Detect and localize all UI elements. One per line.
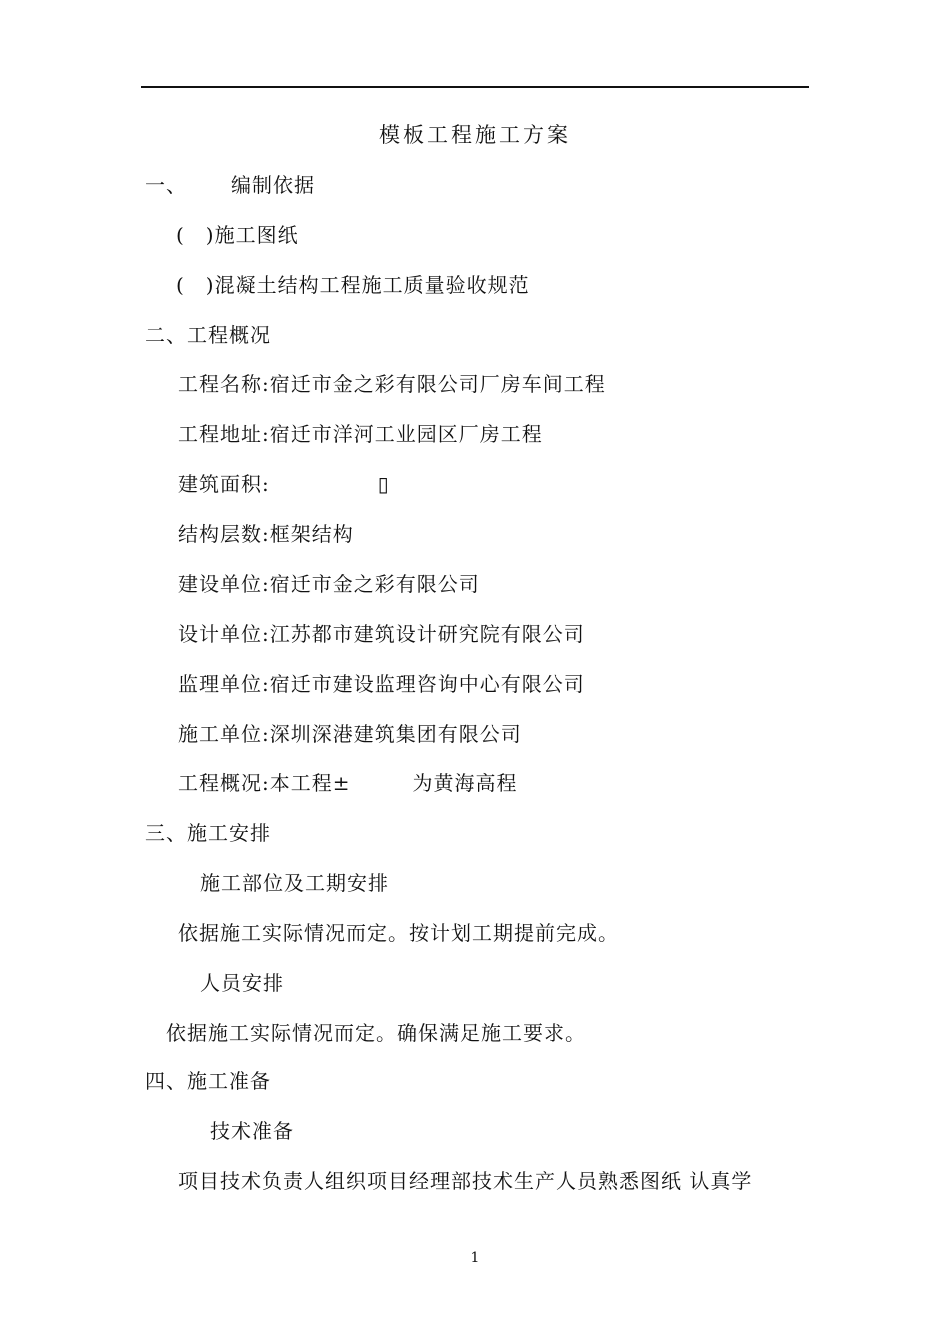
field-label: 建筑面积: (178, 472, 270, 496)
field-text: 工程概况:本工程± (178, 771, 351, 795)
structure-type: 结构层数:框架结构 (178, 522, 354, 546)
section-number: 一、 (145, 173, 187, 197)
section-title: 编制依据 (231, 173, 315, 197)
paragraph: 依据施工实际情况而定。确保满足施工要求。 (166, 1021, 586, 1045)
paragraph: 依据施工实际情况而定。按计划工期提前完成。 (178, 921, 619, 945)
missing-glyph: ▯ (377, 472, 390, 496)
section-heading-1 (145, 172, 315, 198)
page-number: 1 (470, 1250, 480, 1266)
section-heading-3: 三、施工安排 (145, 821, 271, 845)
owner-unit: 建设单位:宿迁市金之彩有限公司 (178, 572, 480, 596)
section-heading-2: 二、工程概况 (145, 323, 271, 347)
header-rule (141, 86, 809, 88)
subheading: 技术准备 (210, 1119, 294, 1143)
list-item: ( )混凝土结构工程施工质量验收规范 (176, 273, 530, 297)
field-text-end: 为黄海高程 (412, 771, 518, 795)
project-address: 工程地址:宿迁市洋河工业园区厂房工程 (178, 422, 543, 446)
project-overview (178, 770, 518, 796)
design-unit: 设计单位:江苏都市建筑设计研究院有限公司 (178, 622, 585, 646)
supervision-unit: 监理单位:宿迁市建设监理咨询中心有限公司 (178, 672, 585, 696)
section-heading-4: 四、施工准备 (145, 1069, 271, 1093)
construction-unit: 施工单位:深圳深港建筑集团有限公司 (178, 722, 522, 746)
document-title: 模板工程施工方案 (379, 123, 571, 147)
project-name: 工程名称:宿迁市金之彩有限公司厂房车间工程 (178, 372, 606, 396)
subheading: 施工部位及工期安排 (200, 871, 389, 895)
subheading: 人员安排 (200, 971, 284, 995)
list-item: ( )施工图纸 (176, 223, 299, 247)
building-area (178, 471, 390, 497)
paragraph: 项目技术负责人组织项目经理部技术生产人员熟悉图纸 认真学 (178, 1169, 753, 1193)
